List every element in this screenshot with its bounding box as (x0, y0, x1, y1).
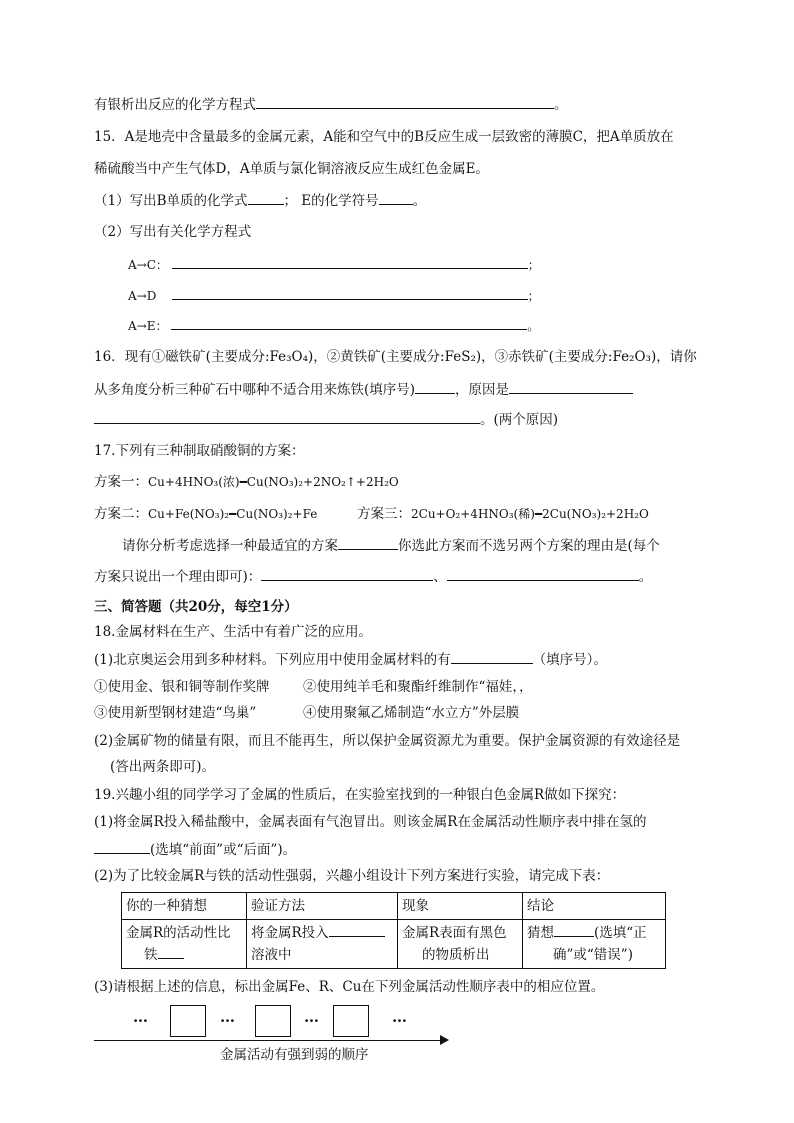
answer-blank[interactable] (248, 191, 284, 205)
table-header: 结论 (523, 893, 666, 920)
answer-blank[interactable] (509, 380, 633, 394)
answer-blank[interactable] (379, 191, 413, 205)
table-cell-guess (122, 920, 247, 969)
table-header: 你的一种猜想 (122, 893, 247, 920)
answer-box-1[interactable] (170, 1005, 206, 1037)
q15-line1: 15．A是地壳中含量最多的金属元素，A能和空气中的B反应生成一层致密的薄膜C，把A单质放在 (94, 129, 674, 145)
answer-blank[interactable] (171, 316, 527, 330)
answer-blank[interactable] (345, 567, 433, 581)
eq-label: A→E： (128, 319, 168, 333)
q19-intro: 19.兴趣小组的同学学习了金属的性质后，在实验室找到的一种银白色金属R做如下探究： (94, 787, 626, 803)
q16-note: 。(两个原因) (480, 412, 559, 428)
q17-question (122, 536, 660, 555)
q18-p1 (94, 650, 607, 669)
q16-text-b: ，原因是 (455, 382, 510, 398)
plan-label: 方案一： (94, 474, 148, 490)
q15-sub1-label-b: ； E的化学符号 (283, 193, 379, 209)
answer-blank[interactable] (256, 95, 554, 109)
period: 。 (412, 193, 427, 209)
cell-text: 金属R表面有黑色 (402, 925, 507, 941)
table-header: 验证方法 (247, 893, 398, 920)
plan-equation: Cu+Fe(NO₃)₂━Cu(NO₃)₂+Fe (148, 507, 318, 521)
cell-text: 确”或“错误”) (553, 947, 633, 963)
table-cell-phenomenon (398, 920, 523, 969)
table-cell-method (247, 920, 398, 969)
plan-label: 方案三： (357, 506, 411, 522)
table-header-row (122, 893, 666, 920)
cell-text: 将金属R投入 (251, 925, 329, 941)
q14-tail-line (94, 95, 568, 114)
ellipsis: … (304, 1008, 320, 1026)
q18-option-3: ③使用新型钢材建造“鸟巢” (94, 705, 257, 721)
eq-label: A→D (128, 289, 157, 303)
period: 。 (527, 319, 540, 333)
cell-text: 铁 (144, 947, 158, 963)
q18-intro: 18.金属材料在生产、生活中有着广泛的应用。 (94, 624, 372, 640)
q19-p2: (2)为了比较金属R与铁的活动性强弱，兴趣小组设计下列方案进行实验，请完成下表： (94, 868, 610, 884)
q18-p2-line2: (答出两条即可)。 (110, 759, 216, 775)
q15-eq-ae (128, 316, 539, 335)
eq-label: A→C： (128, 258, 168, 272)
answer-blank[interactable] (451, 650, 533, 664)
q16-line2 (94, 380, 633, 399)
series-caption: 金属活动有强到弱的顺序 (220, 1047, 369, 1063)
q14-tail-text: 有银析出反应的化学方程式 (94, 97, 256, 113)
q15-eq-ad (128, 286, 540, 305)
answer-blank[interactable] (329, 923, 385, 937)
q19-p3: (3)请根据上述的信息，标出金属Fe、R、Cu在下列金属活动性顺序表中的相应位置。 (94, 979, 605, 995)
cell-text: 的物质析出 (422, 947, 490, 963)
q19-p1-text: (选填“前面”或“后面”)。 (150, 842, 297, 858)
arrow-line (94, 1040, 444, 1041)
cell-text: 金属R的活动性比 (126, 925, 231, 941)
q18-option-1: ①使用金、银和铜等制作奖牌 (94, 679, 270, 695)
q19-p1-line2 (94, 840, 296, 859)
cell-text: (选填“正 (594, 925, 647, 941)
answer-blank[interactable] (415, 380, 455, 394)
answer-blank[interactable] (338, 536, 398, 550)
q18-option-2: ②使用纯羊毛和聚酯纤维制作“福娃，， (303, 679, 533, 695)
answer-blank[interactable] (172, 286, 528, 300)
q15-eq-ac (128, 255, 540, 274)
answer-blank[interactable] (447, 567, 551, 581)
answer-blank[interactable] (158, 945, 184, 959)
table-cell-conclusion (523, 920, 666, 969)
ellipsis: … (220, 1008, 236, 1026)
q17-plan1 (94, 473, 399, 491)
period: 。 (554, 97, 568, 113)
answer-box-2[interactable] (255, 1005, 291, 1037)
plan-label: 方案二： (94, 506, 148, 522)
q17-text-b: 你选此方案而不选另两个方案的理由是(每个 (398, 538, 660, 554)
cell-text: 溶液中 (251, 947, 292, 963)
answer-blank[interactable] (554, 923, 594, 937)
arrow-right-icon (440, 1035, 449, 1045)
q17-text-c: 方案只说出一个理由即可)： (94, 569, 262, 585)
section-title: 三、简答题（共20分，每空1分） (94, 599, 298, 615)
q15-line2: 稀硫酸当中产生气体D，A单质与氯化铜溶液反应生成红色金属E。 (94, 161, 489, 177)
q18-option-4: ④使用聚氟乙烯制造“水立方”外层膜 (303, 705, 520, 721)
answer-box-3[interactable] (333, 1005, 369, 1037)
semicolon: ； (527, 289, 540, 303)
answer-blank[interactable] (551, 567, 639, 581)
plan-equation: Cu+4HNO₃(浓)━Cu(NO₃)₂+2NO₂↑+2H₂O (148, 475, 399, 489)
table-header: 现象 (398, 893, 523, 920)
q15-sub1-label: （1）写出B单质的化学式 (94, 193, 248, 209)
q17-text: 请你分析考虑选择一种最适宜的方案 (122, 538, 338, 554)
q17-plan2 (94, 505, 317, 523)
cell-text: 猜想 (527, 925, 554, 941)
answer-blank[interactable] (261, 567, 345, 581)
q15-sub2: （2）写出有关化学方程式 (94, 224, 252, 240)
ellipsis: … (392, 1008, 408, 1026)
q16-text: 从多角度分析三种矿石中哪种不适合用来炼铁(填序号) (94, 382, 416, 398)
q18-p1-text: (1)北京奥运会用到多种材料。下列应用中使用金属材料的有 (94, 652, 451, 668)
q16-line1: 16．现有①磁铁矿(主要成分:Fe₃O₄)，②黄铁矿(主要成分:FeS₂)，③赤铁矿(主要成分:Fe₂O₃)，请你 (94, 349, 697, 365)
q17-reasons (94, 567, 652, 586)
q18-p2-line1: (2)金属矿物的储量有限，而且不能再生，所以保护金属资源尤为重要。保护金属资源的有效途径是 (94, 733, 681, 749)
q15-sub1 (94, 191, 426, 210)
separator: 、 (433, 569, 447, 585)
semicolon: ； (527, 258, 540, 272)
q19-p1-line1: (1)将金属R投入稀盐酸中，金属表面有气泡冒出。则该金属R在金属活动性顺序表中排在氢的 (94, 814, 647, 830)
experiment-table (121, 892, 666, 969)
answer-blank[interactable] (94, 840, 150, 854)
table-row (122, 920, 666, 969)
q17-plan3 (357, 505, 649, 523)
q18-p1-end: （填序号）。 (532, 652, 607, 668)
answer-blank[interactable] (172, 255, 528, 269)
q16-line3 (94, 410, 558, 429)
period: 。 (638, 569, 653, 585)
answer-blank[interactable] (94, 410, 480, 424)
ellipsis: … (133, 1008, 149, 1026)
plan-equation: 2Cu+O₂+4HNO₃(稀)━2Cu(NO₃)₂+2H₂O (411, 507, 649, 521)
q17-intro: 17.下列有三种制取硝酸铜的方案： (94, 443, 305, 459)
